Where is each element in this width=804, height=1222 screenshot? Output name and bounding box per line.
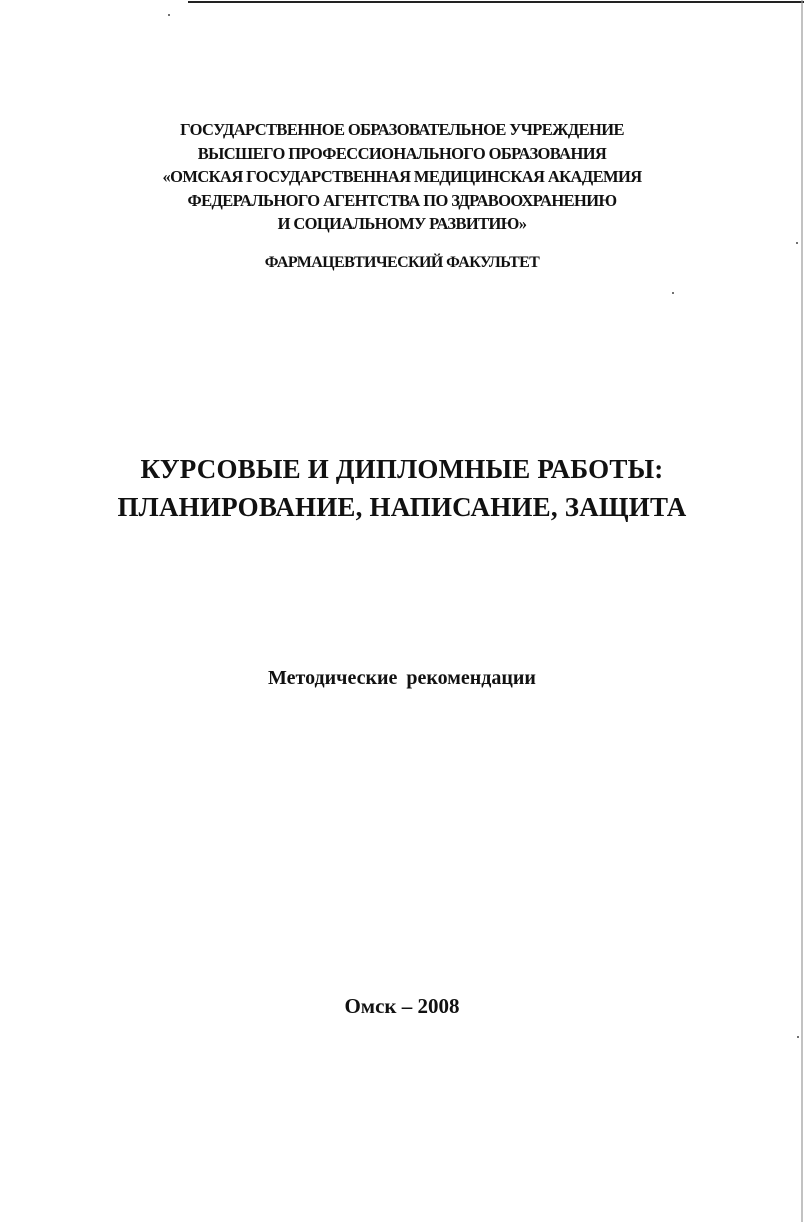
institution-line: ВЫСШЕГО ПРОФЕССИОНАЛЬНОГО ОБРАЗОВАНИЯ <box>197 143 607 163</box>
faculty-name: ФАРМАЦЕВТИЧЕСКИЙ ФАКУЛЬТЕТ <box>264 254 540 271</box>
institution-line: ГОСУДАРСТВЕННОЕ ОБРАЗОВАТЕЛЬНОЕ УЧРЕЖДЕНИЕ <box>180 120 624 139</box>
institution-line: И СОЦИАЛЬНОМУ РАЗВИТИЮ» <box>277 214 527 233</box>
scan-speck <box>672 292 674 294</box>
scan-speck <box>168 14 170 16</box>
scan-speck <box>797 1036 799 1038</box>
institution-header <box>0 118 804 236</box>
scan-speck <box>796 242 798 244</box>
scan-top-border <box>188 1 804 3</box>
institution-line: ФЕДЕРАЛЬНОГО АГЕНТСТВА ПО ЗДРАВООХРАНЕНИЮ <box>187 190 617 210</box>
document-title <box>0 450 804 526</box>
document-subtitle: Методические рекомендации <box>268 667 536 689</box>
title-line: КУРСОВЫЕ И ДИПЛОМНЫЕ РАБОТЫ: <box>140 454 664 484</box>
title-line: ПЛАНИРОВАНИЕ, НАПИСАНИЕ, ЗАЩИТА <box>117 492 687 522</box>
institution-line: «ОМСКАЯ ГОСУДАРСТВЕННАЯ МЕДИЦИНСКАЯ АКАДЕМИЯ <box>162 167 642 186</box>
city-year-imprint: Омск – 2008 <box>344 994 460 1018</box>
